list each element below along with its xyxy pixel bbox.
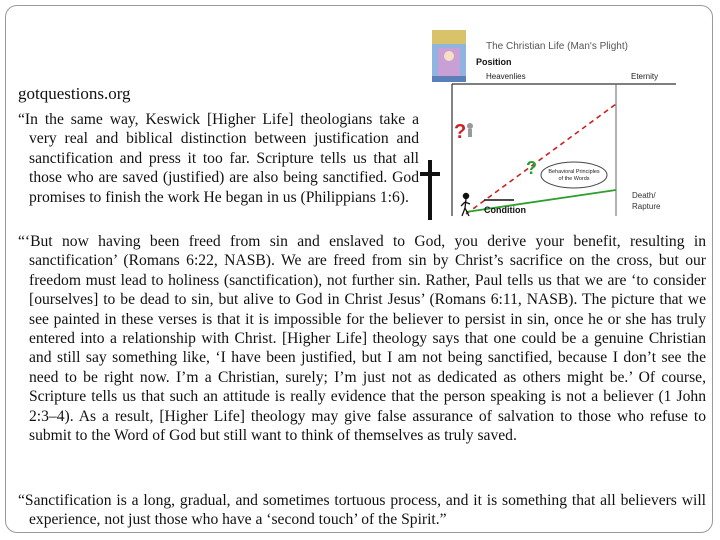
- quote-paragraph-1: “In the same way, Keswick [Higher Life] theologians take a very real and biblical distinction between justification and sanctification and press it too far. Scripture tells us that all those who are saved (justified) are also being sanctified. God promises to finish the work He began in us (Philippians 1:6).: [18, 111, 419, 206]
- diagram-condition-label: Condition: [484, 205, 526, 215]
- diagram-rapture-label: Rapture: [632, 202, 661, 211]
- quote-paragraph-3: “Sanctification is a long, gradual, and sometimes tortuous process, and it is something that all believers will experience, not just those who have a ‘second touch’ of the Spirit.”: [18, 492, 706, 529]
- diagram-death-label: Death/: [632, 191, 656, 200]
- dashed-growth-line: [466, 104, 616, 214]
- principles-line-1: Behavioral Principles: [548, 169, 600, 175]
- diagram-position-label: Position: [476, 57, 512, 67]
- quote-paragraph-2: “‘But now having been freed from sin and enslaved to God, you derive your benefit, resulting in sanctification’ (Romans 6:22, NASB). We are freed from sin by Christ’s sacrifice on the cross, but our freedom must lead to holiness (sanctification), not further sin. Rather, Paul tells us that we are ‘to consider [ourselves] to be dead to sin, but alive to God in Christ Jesus’ (Romans 6:11, NASB). The picture that we see painted in these verses is that it is impossible for the believer to persist in sin, once he or she has truly entered into a relationship with Christ. [Higher Life] theology says that one could be a genuine Christian and still say something like, ‘I have been justified, but I am not being sanctified, because I don’t see the need to be right now. I’m a Christian, surely; I’m just not as dedicated as others might be.’ Of course, Scripture tells us that such an attitude is really evidence that the person speaking is not a believer (1 John 2:3–4). As a result, [Higher Life] theology may give false assurance of salvation to those who refuse to submit to the Word of God but still want to think of themselves as truly saved.: [18, 233, 706, 445]
- principles-oval: [541, 162, 607, 188]
- green-question-icon: ?: [526, 158, 537, 178]
- cross-icon: [420, 160, 440, 220]
- diagram-title: The Christian Life (Man's Plight): [486, 41, 628, 52]
- principles-line-2: of the Words: [558, 176, 590, 182]
- book-cover-thumbnail: [432, 30, 466, 82]
- question-mark-icon: ?: [454, 121, 467, 143]
- christian-life-diagram: [418, 26, 708, 226]
- source-label: gotquestions.org: [18, 84, 131, 103]
- diagram-heavenlies-label: Heavenlies: [486, 72, 526, 81]
- diagram-eternity-label: Eternity: [631, 72, 659, 81]
